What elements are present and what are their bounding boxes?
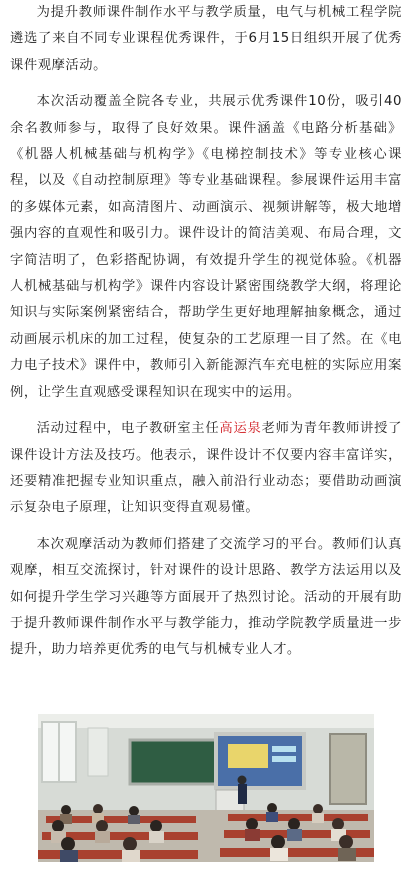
paragraph-lecture — [10, 416, 402, 522]
article-body — [10, 0, 402, 664]
paragraph-summary: 本次观摩活动为教师们搭建了交流学习的平台。教师们认真观摩，相互交流探讨，针对课件的设计思路、教学方法运用以及如何提升学生学习兴趣等方面展开了热烈讨论。活动的开展有助于提升教师课件制作水平与教学能力，推动学院教学质量进一步提升，助力培养更优秀的电气与机械专业人才。 — [10, 536, 402, 658]
paragraph-lecture-after: 老师为青年教师讲授了课件设计方法及技巧。他表示，课件设计不仅要内容丰富详实，还要精准把握专业知识重点，融入前沿行业动态；要借助动画演示复杂电子原理，让知识变得直观易懂。 — [10, 421, 402, 516]
paragraph-intro: 为提升教师课件制作水平与教学质量，电气与机械工程学院遴选了来自不同专业课程优秀课件，于6月15日组织开展了优秀课件观摩活动。 — [10, 5, 402, 73]
classroom-photo-illustration — [38, 714, 374, 862]
paragraph-lecture-before: 活动过程中，电子教研室主任 — [36, 421, 220, 437]
paragraph-activity-overview: 本次活动覆盖全院各专业，共展示优秀课件10份，吸引40余名教师参与，取得了良好效果。课件涵盖《电路分析基础》《机器人机械基础与机构学》《电梯控制技术》等专业核心课程，以及《自动控制原理》等专业基础课程。参展课件运用丰富的多媒体元素，如高清图片、动画演示、视频讲解等，极大地增强内容的直观性和吸引力。课件设计的简洁美观、布局合理，文字简洁明了，色彩搭配协调，有效提升学生的视觉体验。《机器人机械基础与机构学》课件内容设计紧密围绕教学大纲，将理论知识与实际案例紧密结合，帮助学生更好地理解抽象概念，通过动画展示机床的加工过程，使复杂的工艺原理一目了然。在《电力电子技术》课件中，教师引入新能源汽车充电桩的实际应用案例，让学生直观感受课程知识在现实中的运用。 — [10, 94, 402, 400]
classroom-photo — [38, 714, 374, 862]
teacher-name-highlight: 高运泉 — [219, 421, 262, 437]
